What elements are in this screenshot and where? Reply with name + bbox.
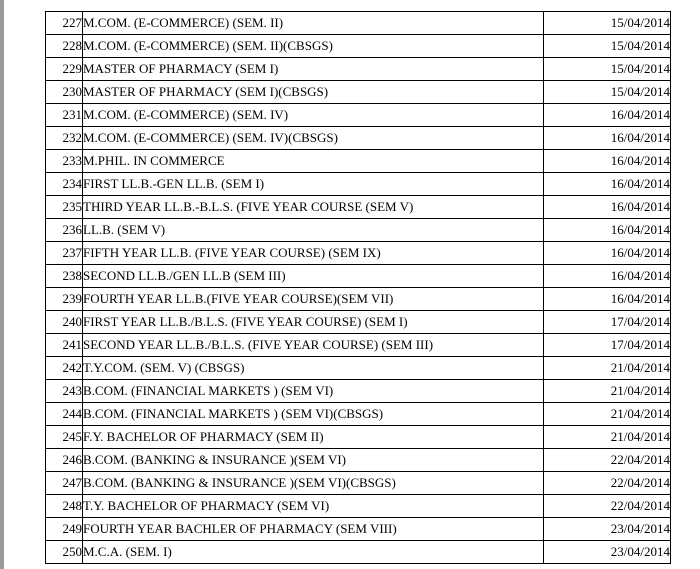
table-row xyxy=(46,311,671,334)
table-row xyxy=(46,104,671,127)
table-row xyxy=(46,35,671,58)
exam-name: SECOND YEAR LL.B./B.L.S. (FIVE YEAR COURSE) (SEM III) xyxy=(83,334,544,357)
exam-name: THIRD YEAR LL.B.-B.L.S. (FIVE YEAR COURSE (SEM V) xyxy=(83,196,544,219)
exam-date: 23/04/2014 xyxy=(544,518,671,541)
exam-date: 21/04/2014 xyxy=(544,380,671,403)
table-row xyxy=(46,196,671,219)
row-number: 229 xyxy=(46,58,83,81)
table-row xyxy=(46,495,671,518)
exam-date: 16/04/2014 xyxy=(544,196,671,219)
row-number: 242 xyxy=(46,357,83,380)
row-number: 231 xyxy=(46,104,83,127)
exam-name: M.COM. (E-COMMERCE) (SEM. II) xyxy=(83,12,544,35)
exam-name: SECOND LL.B./GEN LL.B (SEM III) xyxy=(83,265,544,288)
exam-name: M.COM. (E-COMMERCE) (SEM. IV)(CBSGS) xyxy=(83,127,544,150)
table-row xyxy=(46,472,671,495)
table-row xyxy=(46,541,671,564)
exam-date: 16/04/2014 xyxy=(544,265,671,288)
table-row xyxy=(46,426,671,449)
exam-date: 21/04/2014 xyxy=(544,357,671,380)
row-number: 246 xyxy=(46,449,83,472)
exam-schedule-table xyxy=(45,11,671,564)
table-row xyxy=(46,12,671,35)
exam-date: 21/04/2014 xyxy=(544,426,671,449)
row-number: 236 xyxy=(46,219,83,242)
table-row xyxy=(46,449,671,472)
row-number: 227 xyxy=(46,12,83,35)
table-row xyxy=(46,127,671,150)
exam-name: MASTER OF PHARMACY (SEM I)(CBSGS) xyxy=(83,81,544,104)
row-number: 237 xyxy=(46,242,83,265)
exam-date: 22/04/2014 xyxy=(544,495,671,518)
table-row xyxy=(46,357,671,380)
exam-name: B.COM. (BANKING & INSURANCE )(SEM VI)(CBSGS) xyxy=(83,472,544,495)
table-body xyxy=(46,12,671,564)
table-row xyxy=(46,173,671,196)
table-row xyxy=(46,265,671,288)
exam-name: FIFTH YEAR LL.B. (FIVE YEAR COURSE) (SEM IX) xyxy=(83,242,544,265)
exam-date: 15/04/2014 xyxy=(544,35,671,58)
row-number: 233 xyxy=(46,150,83,173)
table-row xyxy=(46,150,671,173)
table-row xyxy=(46,380,671,403)
exam-name: M.PHIL. IN COMMERCE xyxy=(83,150,544,173)
row-number: 228 xyxy=(46,35,83,58)
exam-name: LL.B. (SEM V) xyxy=(83,219,544,242)
row-number: 247 xyxy=(46,472,83,495)
exam-date: 16/04/2014 xyxy=(544,127,671,150)
exam-name: FIRST YEAR LL.B./B.L.S. (FIVE YEAR COURSE) (SEM I) xyxy=(83,311,544,334)
exam-date: 16/04/2014 xyxy=(544,104,671,127)
table-row xyxy=(46,81,671,104)
exam-name: B.COM. (BANKING & INSURANCE )(SEM VI) xyxy=(83,449,544,472)
exam-date: 16/04/2014 xyxy=(544,242,671,265)
row-number: 238 xyxy=(46,265,83,288)
row-number: 248 xyxy=(46,495,83,518)
page-left-edge xyxy=(0,0,4,569)
exam-name: MASTER OF PHARMACY (SEM I) xyxy=(83,58,544,81)
exam-name: M.COM. (E-COMMERCE) (SEM. IV) xyxy=(83,104,544,127)
row-number: 234 xyxy=(46,173,83,196)
exam-date: 16/04/2014 xyxy=(544,150,671,173)
exam-date: 15/04/2014 xyxy=(544,81,671,104)
table-row xyxy=(46,242,671,265)
table-row xyxy=(46,58,671,81)
row-number: 239 xyxy=(46,288,83,311)
exam-name: M.COM. (E-COMMERCE) (SEM. II)(CBSGS) xyxy=(83,35,544,58)
row-number: 230 xyxy=(46,81,83,104)
exam-date: 16/04/2014 xyxy=(544,173,671,196)
exam-date: 22/04/2014 xyxy=(544,472,671,495)
exam-date: 23/04/2014 xyxy=(544,541,671,564)
row-number: 250 xyxy=(46,541,83,564)
exam-name: FOURTH YEAR LL.B.(FIVE YEAR COURSE)(SEM VII) xyxy=(83,288,544,311)
exam-date: 17/04/2014 xyxy=(544,334,671,357)
exam-date: 16/04/2014 xyxy=(544,219,671,242)
exam-name: FIRST LL.B.-GEN LL.B. (SEM I) xyxy=(83,173,544,196)
exam-date: 15/04/2014 xyxy=(544,58,671,81)
table-row xyxy=(46,219,671,242)
exam-date: 15/04/2014 xyxy=(544,12,671,35)
exam-name: T.Y.COM. (SEM. V) (CBSGS) xyxy=(83,357,544,380)
table-row xyxy=(46,334,671,357)
exam-date: 16/04/2014 xyxy=(544,288,671,311)
exam-date: 17/04/2014 xyxy=(544,311,671,334)
table-row xyxy=(46,518,671,541)
row-number: 244 xyxy=(46,403,83,426)
exam-date: 21/04/2014 xyxy=(544,403,671,426)
row-number: 232 xyxy=(46,127,83,150)
exam-name: T.Y. BACHELOR OF PHARMACY (SEM VI) xyxy=(83,495,544,518)
table-row xyxy=(46,288,671,311)
table-row xyxy=(46,403,671,426)
exam-name: FOURTH YEAR BACHLER OF PHARMACY (SEM VIII) xyxy=(83,518,544,541)
row-number: 235 xyxy=(46,196,83,219)
exam-date: 22/04/2014 xyxy=(544,449,671,472)
row-number: 243 xyxy=(46,380,83,403)
exam-name: F.Y. BACHELOR OF PHARMACY (SEM II) xyxy=(83,426,544,449)
row-number: 240 xyxy=(46,311,83,334)
row-number: 241 xyxy=(46,334,83,357)
exam-name: B.COM. (FINANCIAL MARKETS ) (SEM VI) xyxy=(83,380,544,403)
exam-name: M.C.A. (SEM. I) xyxy=(83,541,544,564)
row-number: 249 xyxy=(46,518,83,541)
exam-name: B.COM. (FINANCIAL MARKETS ) (SEM VI)(CBSGS) xyxy=(83,403,544,426)
row-number: 245 xyxy=(46,426,83,449)
